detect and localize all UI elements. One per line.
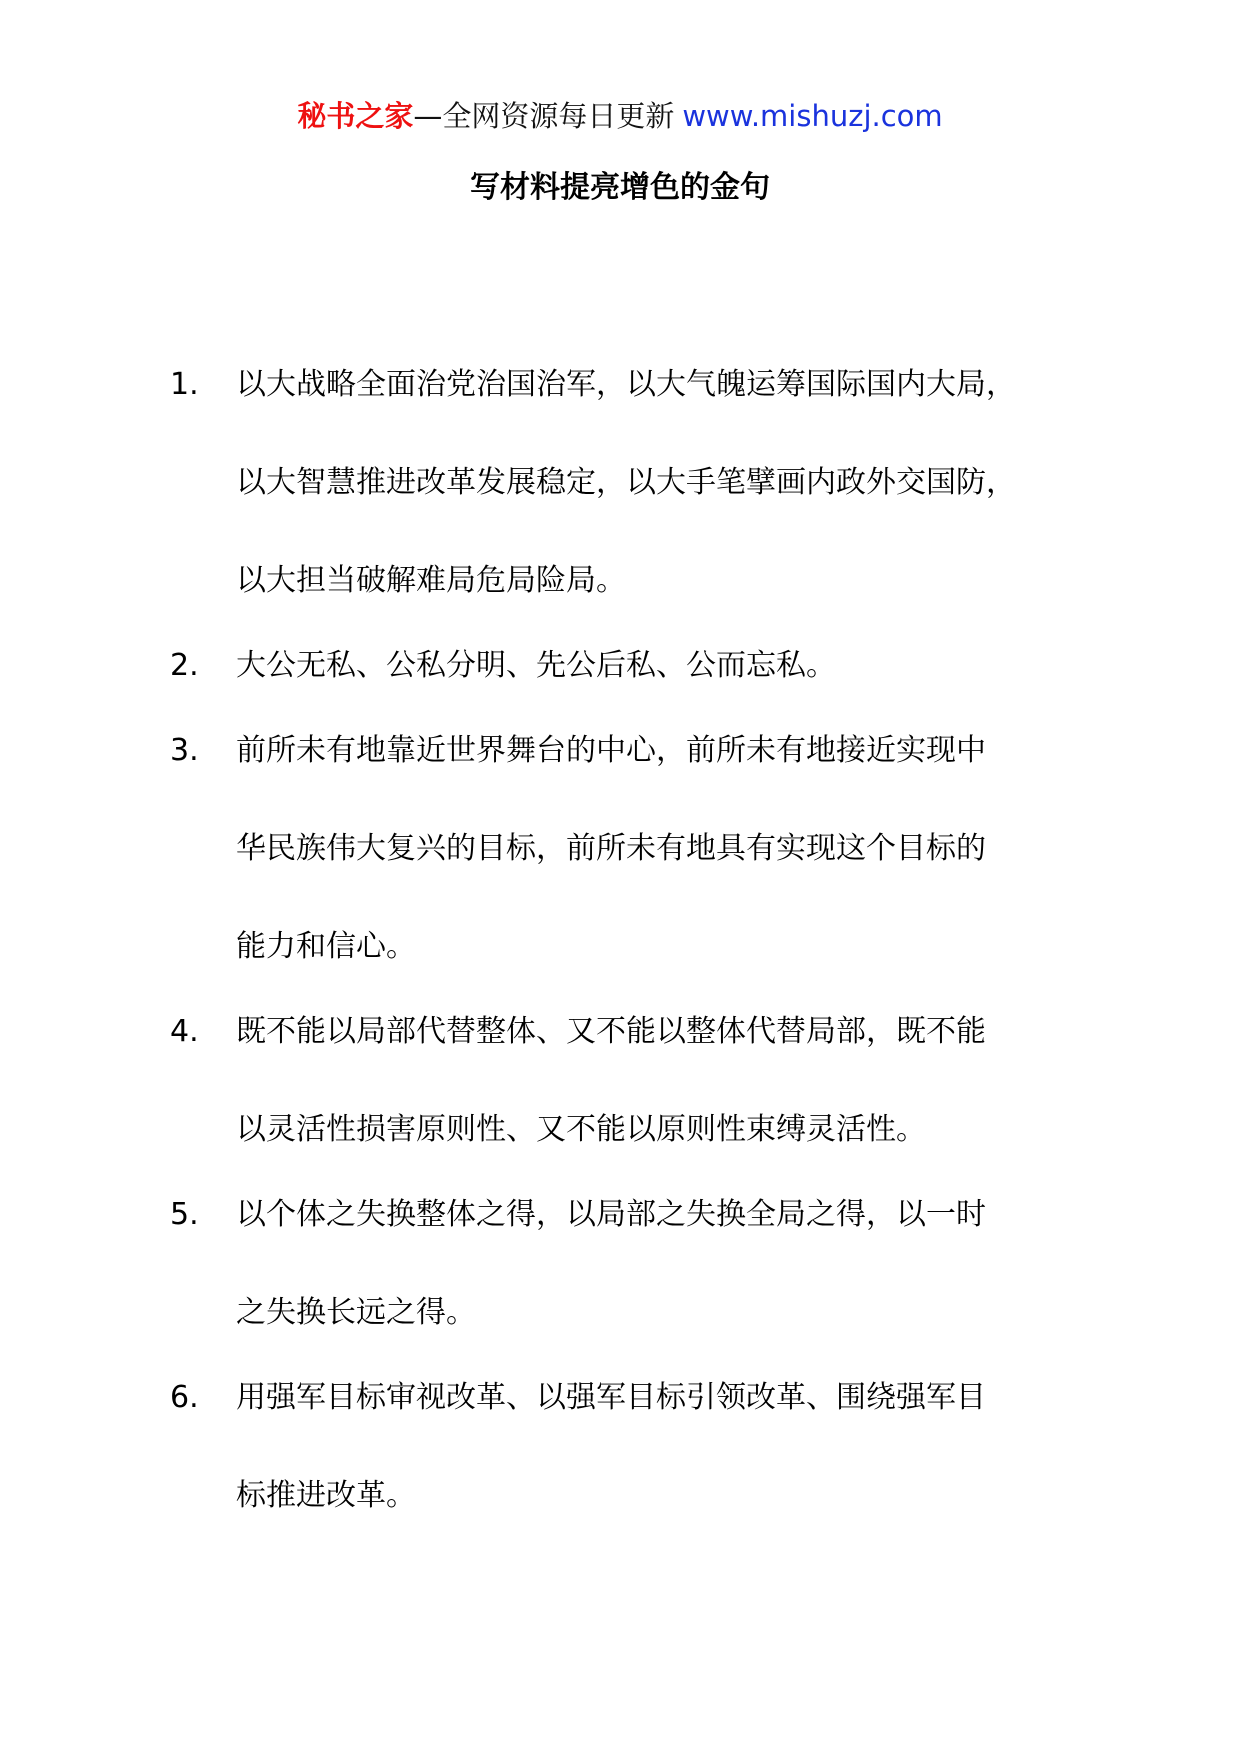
item-line: 以灵活性损害原则性、又不能以原则性束缚灵活性。	[236, 1112, 926, 1147]
item-number: 2.	[170, 648, 199, 683]
item-number: 6.	[170, 1380, 199, 1415]
list-item	[170, 336, 1110, 630]
quote-list	[170, 336, 1110, 1532]
list-item	[170, 1349, 1110, 1545]
item-number: 4.	[170, 1014, 199, 1049]
list-item	[170, 617, 1110, 715]
brand-name: 秘书之家	[297, 99, 414, 133]
site-url-link[interactable]: www.mishuzj.com	[682, 99, 943, 133]
item-line: 以大智慧推进改革发展稳定，以大手笔擘画内政外交国防，	[236, 465, 1016, 500]
item-text	[236, 702, 1076, 996]
item-line: 之失换长远之得。	[236, 1295, 476, 1330]
item-number: 5.	[170, 1197, 199, 1232]
list-item	[170, 1166, 1110, 1362]
item-line: 大公无私、公私分明、先公后私、公而忘私。	[236, 648, 836, 683]
item-number: 1.	[170, 367, 199, 402]
item-text	[236, 1166, 1076, 1362]
list-item	[170, 983, 1110, 1179]
item-line: 以大担当破解难局危局险局。	[236, 563, 626, 598]
item-text	[236, 617, 1076, 715]
item-line: 以个体之失换整体之得，以局部之失换全局之得，以一时	[236, 1197, 986, 1232]
item-text	[236, 1349, 1076, 1545]
item-line: 华民族伟大复兴的目标，前所未有地具有实现这个目标的	[236, 831, 986, 866]
list-item	[170, 702, 1110, 996]
item-line: 既不能以局部代替整体、又不能以整体代替局部，既不能	[236, 1014, 986, 1049]
item-number: 3.	[170, 733, 199, 768]
item-line: 用强军目标审视改革、以强军目标引领改革、围绕强军目	[236, 1380, 986, 1415]
item-text	[236, 336, 1076, 630]
document-title: 写材料提亮增色的金句	[470, 170, 770, 205]
item-line: 能力和信心。	[236, 929, 416, 964]
tagline: —全网资源每日更新	[413, 99, 675, 133]
item-line: 前所未有地靠近世界舞台的中心，前所未有地接近实现中	[236, 733, 986, 768]
item-text	[236, 983, 1076, 1179]
item-line: 标推进改革。	[236, 1478, 416, 1513]
item-line: 以大战略全面治党治国治军，以大气魄运筹国际国内大局，	[236, 367, 1016, 402]
site-header	[0, 96, 1240, 136]
